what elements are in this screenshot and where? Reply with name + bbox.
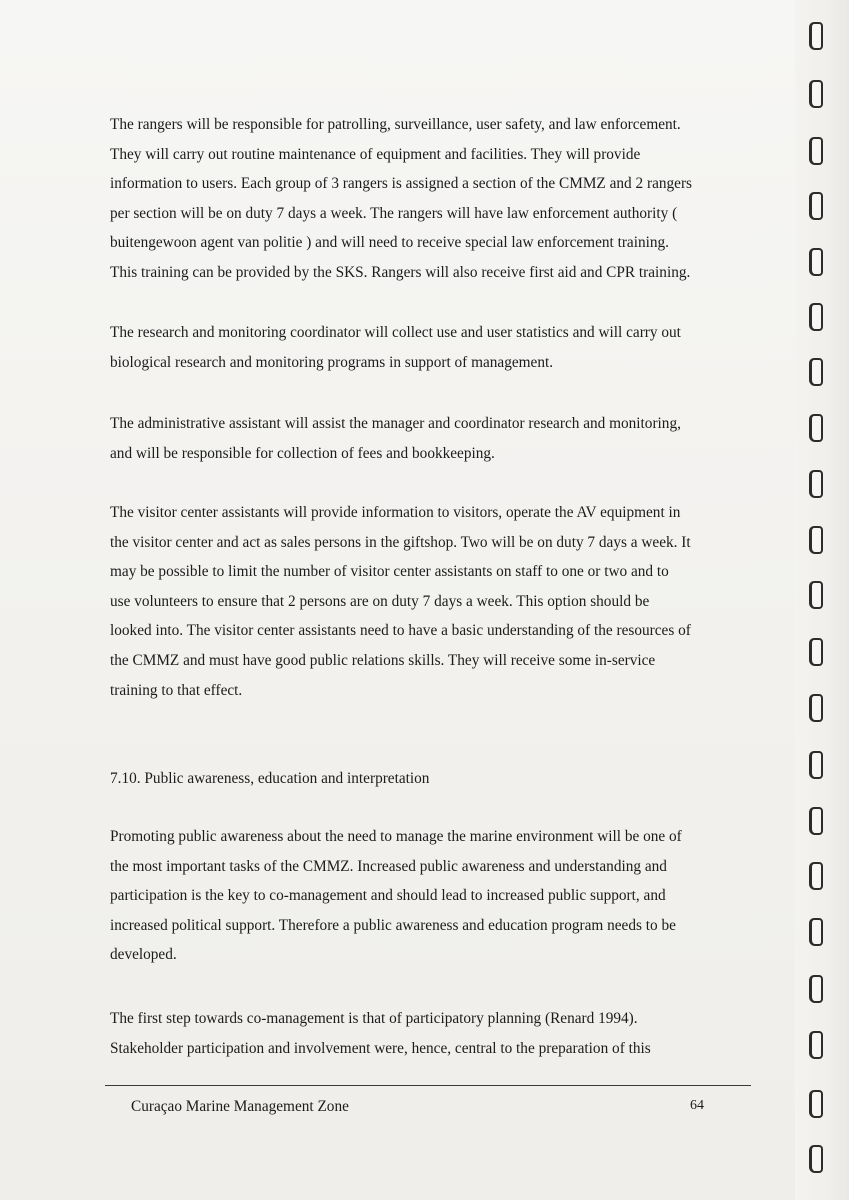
binding-ring: [809, 638, 823, 666]
text-line: and will be responsible for collection of fees and bookkeeping.: [110, 444, 495, 462]
text-line: The first step towards co-management is that of participatory planning (Renard 1994).: [110, 1010, 638, 1027]
paragraph-rangers: [110, 110, 755, 288]
text-line: may be possible to limit the number of visitor center assistants on staff to one or two and to: [110, 563, 669, 581]
text-line: the visitor center and act as sales persons in the giftshop. Two will be on duty 7 days a week. It: [110, 533, 691, 551]
binding-ring: [809, 1090, 823, 1118]
paragraph-participatory-planning: [110, 1004, 755, 1063]
text-line: training to that effect.: [110, 681, 243, 699]
footer-divider: [105, 1085, 751, 1086]
binding-ring: [809, 414, 823, 442]
text-line: increased political support. Therefore a public awareness and education program needs to be: [110, 916, 676, 934]
text-line: This training can be provided by the SKS. Rangers will also receive first aid and CPR training.: [110, 263, 691, 281]
paragraph-research-coordinator: [110, 318, 755, 377]
text-line: Stakeholder participation and involvement were, hence, central to the preparation of this: [110, 1039, 651, 1057]
binding-ring: [809, 526, 823, 554]
binding-ring: [809, 807, 823, 835]
text-line: The research and monitoring coordinator will collect use and user statistics and will carry out: [110, 324, 681, 341]
text-line: per section will be on duty 7 days a week. The rangers will have law enforcement authority (: [110, 204, 678, 222]
text-line: looked into. The visitor center assistants need to have a basic understanding of the resources of: [110, 622, 691, 640]
text-line: The administrative assistant will assist the manager and coordinator research and monitoring,: [110, 415, 681, 432]
binding-ring: [809, 303, 823, 331]
text-line: buitengewoon agent van politie ) and will need to receive special law enforcement training.: [110, 234, 669, 252]
binding-ring: [809, 581, 823, 609]
binding-ring: [809, 470, 823, 498]
binding-ring: [809, 1031, 823, 1059]
binding-ring: [809, 862, 823, 890]
binding-ring: [809, 80, 823, 108]
binding-ring: [809, 975, 823, 1003]
paragraph-visitor-center: [110, 498, 755, 705]
text-line: developed.: [110, 946, 177, 964]
footer-title: Curaçao Marine Management Zone: [131, 1098, 349, 1115]
binding-ring: [809, 192, 823, 220]
text-line: participation is the key to co-management and should lead to increased public support, and: [110, 887, 666, 905]
binding-ring: [809, 358, 823, 386]
text-line: the CMMZ and must have good public relations skills. They will receive some in-service: [110, 651, 656, 669]
binding-ring: [809, 918, 823, 946]
text-line: The visitor center assistants will provide information to visitors, operate the AV equipment in: [110, 504, 681, 521]
text-line: biological research and monitoring programs in support of management.: [110, 353, 554, 371]
heading-text: 7.10. Public awareness, education and interpretation: [110, 770, 430, 787]
text-line: the most important tasks of the CMMZ. Increased public awareness and understanding and: [110, 857, 667, 875]
binding-ring: [809, 248, 823, 276]
binding-ring: [809, 1145, 823, 1173]
binding-ring: [809, 751, 823, 779]
text-line: Promoting public awareness about the need to manage the marine environment will be one of: [110, 828, 682, 845]
section-heading: [110, 764, 755, 794]
page-number: 64: [690, 1098, 704, 1113]
text-line: They will carry out routine maintenance of equipment and facilities. They will provide: [110, 145, 641, 163]
paragraph-administrative-assistant: [110, 409, 755, 468]
text-line: The rangers will be responsible for patrolling, surveillance, user safety, and law enforcement.: [110, 116, 681, 133]
binding-ring: [809, 137, 823, 165]
spiral-binding: [795, 0, 849, 1200]
text-line: information to users. Each group of 3 rangers is assigned a section of the CMMZ and 2 rangers: [110, 175, 692, 193]
binding-ring: [809, 694, 823, 722]
paragraph-public-awareness: [110, 822, 755, 970]
binding-ring: [809, 22, 823, 50]
text-line: use volunteers to ensure that 2 persons are on duty 7 days a week. This option should be: [110, 592, 650, 610]
